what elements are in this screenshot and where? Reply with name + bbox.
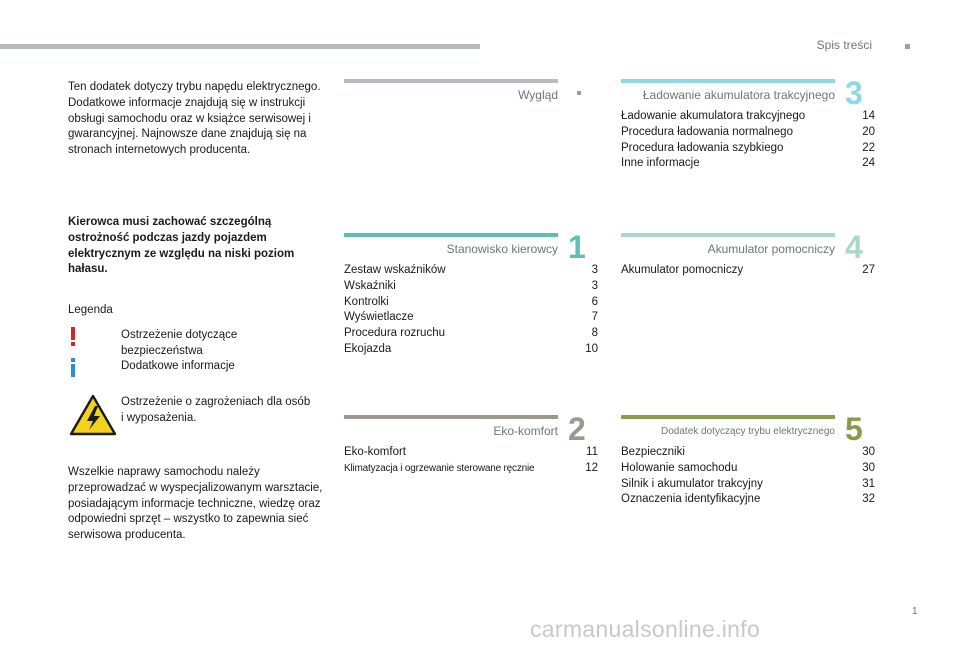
section-bar	[621, 415, 835, 419]
page-header-title: Spis treści	[816, 38, 872, 52]
legend-info-text: Dodatkowe informacje	[121, 360, 235, 372]
toc-entry-page: 3	[591, 279, 598, 292]
toc-list	[621, 109, 875, 172]
section-title[interactable]: Eko-komfort	[493, 424, 558, 438]
intro-paragraph: Ten dodatek dotyczy trybu napędu elektrycznego. Dodatkowe informacje znajdują się w instrukcji obsługi samochodu oraz w książce serwisowej i gwarancyjnej. Najnowsze dane znajdują się na stronach internetowych producenta.	[68, 81, 321, 157]
toc-entry-title: Akumulator pomocniczy	[621, 264, 744, 276]
toc-entry[interactable]	[621, 263, 875, 279]
toc-entry[interactable]	[344, 461, 598, 477]
service-note: Wszelkie naprawy samochodu należy przeprowadzać w wyspecjalizowanym warsztacie, posiadającym informacje techniczne, wiedzę oraz odpowiedni sprzęt – wszystko to zapewnia sieć serwisowa producenta.	[68, 466, 323, 542]
toc-entry[interactable]	[344, 445, 598, 461]
info-icon	[69, 358, 77, 378]
toc-entry[interactable]	[621, 461, 875, 477]
toc-entry-page: 31	[862, 477, 875, 490]
legend-label: Legenda	[68, 304, 113, 316]
toc-list	[621, 445, 875, 508]
section-title[interactable]: Stanowisko kierowcy	[446, 242, 558, 256]
toc-entry-page: 14	[862, 110, 875, 122]
toc-entry-title: Kontrolki	[344, 295, 389, 308]
toc-entry-title: Ekojazda	[344, 342, 392, 355]
legend-safety-text: Ostrzeżenie dotyczące bezpieczeństwa	[121, 329, 238, 357]
toc-entry-page: 32	[862, 493, 875, 506]
section-bar	[344, 415, 558, 419]
toc-entry-page: 6	[591, 295, 598, 308]
toc-entry[interactable]	[344, 279, 598, 295]
section-title[interactable]: Ładowanie akumulatora trakcyjnego	[642, 88, 835, 102]
driver-warning: Kierowca musi zachować szczególną ostrożność podczas jazdy pojazdem elektrycznym ze względu na niski poziom hałasu.	[68, 216, 295, 276]
toc-entry-page: 22	[862, 141, 875, 154]
toc-entry-page: 7	[591, 311, 598, 324]
section-title[interactable]: Wygląd	[518, 88, 558, 102]
toc-entry[interactable]	[621, 156, 875, 172]
watermark: carmanualsonline.info	[530, 616, 761, 642]
toc-entry-title: Silnik i akumulator trakcyjny	[621, 477, 763, 490]
toc-entry[interactable]	[344, 326, 598, 342]
high-voltage-icon	[69, 394, 117, 436]
page-number: 1	[912, 606, 918, 617]
header-rule	[0, 44, 480, 49]
section-bar	[344, 79, 558, 83]
toc-entry-page: 20	[862, 125, 875, 138]
toc-entry-title: Zestaw wskaźników	[344, 264, 446, 276]
toc-entry-title: Ładowanie akumulatora trakcyjnego	[621, 110, 806, 122]
section-dot	[577, 91, 581, 95]
toc-list	[344, 263, 598, 358]
legend-hazard-text: Ostrzeżenie o zagrożeniach dla osób i wyposażenia.	[121, 396, 311, 424]
toc-entry[interactable]	[621, 125, 875, 141]
toc-entry-title: Oznaczenia identyfikacyjne	[621, 493, 761, 506]
toc-entry-page: 30	[862, 461, 875, 474]
section-number: 1	[568, 229, 586, 265]
toc-entry-page: 3	[591, 264, 598, 276]
toc-entry-title: Inne informacje	[621, 157, 700, 170]
toc-entry-title: Holowanie samochodu	[621, 461, 738, 474]
section-number: 4	[845, 229, 863, 265]
header-dot	[905, 44, 910, 49]
toc-entry-page: 11	[586, 446, 598, 458]
section-bar	[621, 233, 835, 237]
toc-entry[interactable]	[344, 263, 598, 279]
toc-entry[interactable]	[621, 492, 875, 508]
toc-entry-title: Procedura ładowania szybkiego	[621, 141, 784, 154]
toc-list	[621, 263, 875, 279]
section-bar	[344, 233, 558, 237]
toc-entry[interactable]	[344, 310, 598, 326]
section-number: 2	[568, 411, 586, 447]
toc-entry-page: 12	[585, 461, 598, 474]
toc-entry[interactable]	[344, 295, 598, 311]
section-title[interactable]: Akumulator pomocniczy	[707, 242, 835, 256]
toc-entry-title: Bezpieczniki	[621, 446, 685, 458]
section-number: 3	[845, 75, 863, 111]
toc-entry[interactable]	[621, 109, 875, 125]
toc-entry-page: 27	[862, 264, 875, 276]
toc-entry-title: Wyświetlacze	[344, 311, 414, 324]
section-number: 5	[845, 411, 863, 447]
toc-entry[interactable]	[621, 445, 875, 461]
toc-entry[interactable]	[344, 342, 598, 358]
toc-entry-page: 30	[862, 446, 875, 458]
toc-entry-title: Klimatyzacja i ogrzewanie sterowane ręcznie	[344, 462, 535, 474]
toc-entry-title: Procedura ładowania normalnego	[621, 125, 793, 138]
section-bar	[621, 79, 835, 83]
toc-entry-page: 10	[585, 342, 598, 355]
toc-entry-title: Procedura rozruchu	[344, 327, 445, 340]
section-title[interactable]: Dodatek dotyczący trybu elektrycznego	[661, 426, 835, 437]
toc-entry-title: Wskaźniki	[344, 279, 396, 292]
toc-list	[344, 445, 598, 477]
exclamation-warning-icon	[69, 327, 77, 347]
toc-entry[interactable]	[621, 141, 875, 157]
toc-entry-title: Eko-komfort	[344, 446, 406, 458]
toc-entry[interactable]	[621, 477, 875, 493]
toc-entry-page: 8	[591, 327, 598, 340]
toc-entry-page: 24	[862, 157, 875, 170]
